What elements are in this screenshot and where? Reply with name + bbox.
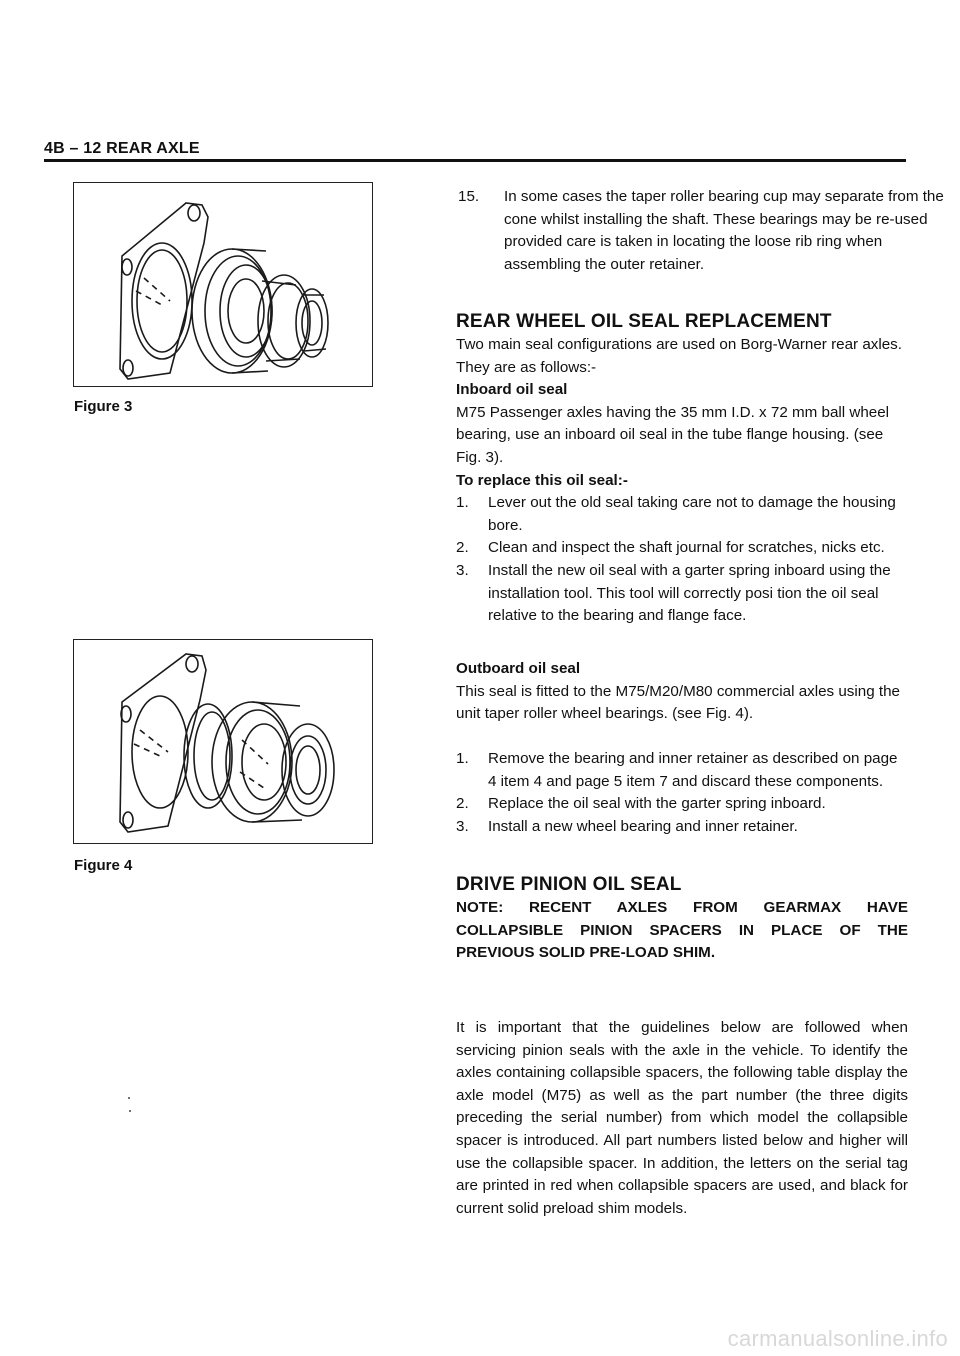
figure-4-frame bbox=[73, 639, 373, 844]
item-15-text: In some cases the taper roller bearing cup may separate from the cone whilst installing the shaft. These bearings may be re-used provided care is taken in locating the loose rib ring when assembling the outer retainer. bbox=[504, 188, 944, 273]
step-text: Remove the bearing and inner retainer as described on page 4 item 4 and page 5 item 7 and discard these components. bbox=[488, 750, 898, 790]
item-15-number: 15. bbox=[458, 188, 480, 205]
outboard-text: This seal is fitted to the M75/M20/M80 commercial axles using the unit taper roller wheel bearings. (see Fig. 4). bbox=[456, 682, 901, 723]
step-number: 2. bbox=[456, 795, 469, 813]
step-text: Install the new oil seal with a garter spring inboard using the installation tool. This tool will correctly posi tion the oil seal relative to the bearing and flange face. bbox=[488, 561, 891, 625]
figure-3-caption: Figure 3 bbox=[74, 398, 133, 415]
list-item bbox=[456, 492, 908, 537]
pinion-note: NOTE: RECENT AXLES FROM GEARMAX HAVE COLLAPSIBLE PINION SPACERS IN PLACE OF THE PREVIOUS SOLID PRE-LOAD SHIM. bbox=[456, 899, 908, 962]
rear-seal-intro: Two main seal configurations are used on Borg-Warner rear axles. They are as follows:- bbox=[456, 336, 902, 376]
outboard-heading: Outboard oil seal bbox=[456, 660, 581, 677]
figure-4-caption: Figure 4 bbox=[74, 857, 133, 874]
step-text: Replace the oil seal with the garter spring inboard. bbox=[488, 795, 826, 813]
step-number: 1. bbox=[456, 494, 469, 512]
step-text: Lever out the old seal taking care not to damage the housing bore. bbox=[488, 494, 896, 534]
inboard-heading: Inboard oil seal bbox=[456, 381, 568, 399]
page-header: 4B – 12 REAR AXLE bbox=[44, 140, 200, 157]
list-item bbox=[456, 793, 908, 816]
pinion-title: DRIVE PINION OIL SEAL bbox=[456, 874, 682, 895]
step-number: 3. bbox=[456, 817, 469, 835]
list-item bbox=[456, 537, 908, 560]
outboard-section bbox=[456, 658, 908, 726]
stray-mark bbox=[129, 1110, 131, 1112]
stray-mark bbox=[128, 1097, 130, 1099]
pinion-section bbox=[456, 873, 908, 965]
step-number: 2. bbox=[456, 539, 469, 557]
header-rule bbox=[44, 159, 906, 162]
pinion-body: It is important that the guidelines below are followed when servicing pinion seals with the axle in the vehicle. To identify the axles containing collapsible spacers, the following table display the axle model (M75) as well as the part number (the three digits preceding the serial number) from which model the collapsible spacer is introduced. All part numbers listed below and higher will use the collapsible spacer. In addition, the letters on the serial tag are printed in red when collapsible spacers are used, and black for current solid preload shim models. bbox=[456, 1019, 908, 1217]
watermark: carmanualsonline.info bbox=[727, 1326, 948, 1351]
list-item bbox=[456, 816, 908, 839]
rear-seal-section bbox=[456, 310, 908, 628]
figure-4-bearing-illustration bbox=[74, 640, 372, 843]
item-15 bbox=[458, 186, 956, 276]
step-text: Clean and inspect the shaft journal for scratches, nicks etc. bbox=[488, 539, 885, 557]
list-item bbox=[456, 560, 908, 628]
step-text: Install a new wheel bearing and inner retainer. bbox=[488, 817, 798, 835]
figure-3-frame bbox=[73, 182, 373, 387]
list-item bbox=[456, 748, 908, 793]
rear-seal-title: REAR WHEEL OIL SEAL REPLACEMENT bbox=[456, 311, 832, 332]
outboard-steps bbox=[456, 748, 908, 838]
step-number: 1. bbox=[456, 750, 469, 767]
inboard-text: M75 Passenger axles having the 35 mm I.D. x 72 mm ball wheel bearing, use an inboard oil seal in the tube flange housing. (see Fig. 3). bbox=[456, 403, 890, 466]
replace-heading: To replace this oil seal:- bbox=[456, 471, 628, 489]
step-number: 3. bbox=[456, 561, 469, 579]
main-column bbox=[456, 0, 944, 1217]
figure-3-bearing-illustration bbox=[74, 183, 372, 386]
